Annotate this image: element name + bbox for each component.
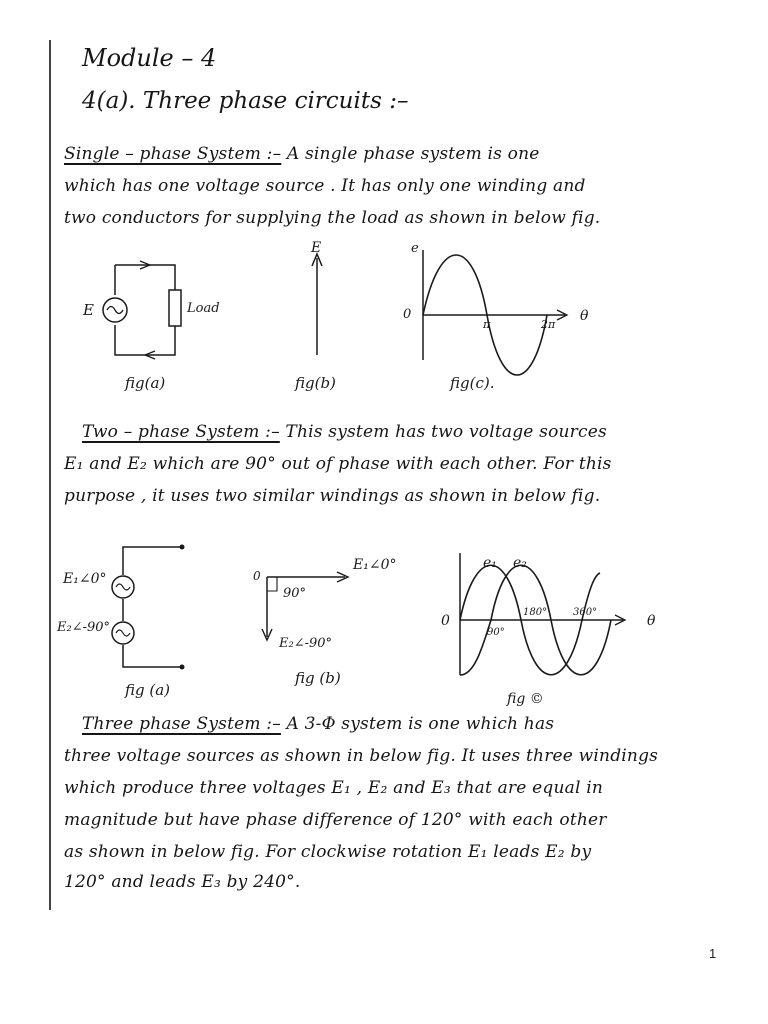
two-phase-fig-b-caption: fig (b)	[295, 669, 341, 687]
two-phase-fig-a-caption: fig (a)	[125, 681, 171, 699]
single-phase-circuit-diagram	[82, 261, 220, 392]
single-phase-line-1	[64, 144, 540, 164]
two-phase-figures	[55, 525, 695, 710]
wave-180-label: 180°	[523, 607, 548, 618]
waveform-e-label: e	[411, 241, 419, 256]
two-phase-waveform	[441, 553, 656, 707]
two-phase-heading: Two – phase System :–	[82, 422, 280, 442]
fig-b-caption: fig(b)	[295, 374, 336, 392]
single-phase-line-3: two conductors for supplying the load as shown in below fig.	[64, 208, 601, 228]
three-phase-line-4: magnitude but have phase difference of 120° with each other	[64, 810, 607, 830]
two-phase-phasor-diagram	[253, 557, 396, 687]
source-e1-label: E₁∠0°	[63, 571, 107, 587]
three-phase-line-6: 120° and leads E₃ by 240°.	[64, 872, 301, 892]
single-phase-figures	[55, 240, 695, 400]
two-phase-line-2: E₁ and E₂ which are 90° out of phase with each other. For this	[64, 454, 612, 474]
waveform-pi-label: π	[483, 318, 491, 331]
three-phase-line-3: which produce three voltages E₁ , E₂ and E₃ that are equal in	[64, 778, 604, 798]
source-label: E	[83, 301, 94, 319]
three-phase-line-2: three voltage sources as shown in below fig. It uses three windings	[64, 746, 659, 766]
three-phase-heading: Three phase System :–	[82, 714, 281, 734]
wave-e2-label: e₂	[513, 555, 527, 571]
two-phase-line-1-text: This system has two voltage sources	[279, 422, 607, 442]
waveform-origin-label: 0	[403, 307, 412, 322]
single-phase-heading: Single – phase System :–	[64, 144, 282, 164]
two-phase-circuit-diagram	[56, 545, 185, 700]
fig-a-caption: fig(a)	[125, 374, 166, 392]
fig-c-caption: fig(c).	[450, 374, 495, 392]
phasor-angle-label: 90°	[283, 586, 307, 601]
wave-360-label: 360°	[573, 607, 598, 618]
single-phase-line-1-text: A single phase system is one	[281, 144, 540, 164]
two-phase-line-1	[82, 422, 607, 442]
three-phase-line-1	[82, 714, 554, 734]
two-phase-line-3: purpose , it uses two similar windings as shown in below fig.	[64, 486, 601, 506]
load-resistor-icon	[169, 290, 181, 326]
wave-e1-label: e₁	[483, 555, 497, 571]
waveform-theta-label: θ	[580, 308, 589, 324]
source-e2-label: E₂∠-90°	[57, 620, 111, 635]
phasor-e2-label: E₂∠-90°	[279, 636, 333, 651]
page-number: 1	[709, 946, 717, 961]
single-phase-waveform	[403, 241, 589, 392]
module-title: Module – 4	[82, 44, 217, 72]
waveform-2pi-label: 2π	[541, 318, 556, 331]
wave-origin-label: 0	[441, 613, 450, 629]
phasor-e1-label: E₁∠0°	[353, 557, 397, 573]
chapter-title: 4(a). Three phase circuits :–	[82, 88, 409, 114]
phasor-origin-label: 0	[253, 569, 261, 583]
wave-90-label: 90°	[487, 627, 505, 638]
wave-theta-label: θ	[647, 613, 656, 629]
three-phase-line-5: as shown in below fig. For clockwise rotation E₁ leads E₂ by	[64, 842, 592, 862]
three-phase-line-1-text: A 3-Φ system is one which has	[280, 714, 555, 734]
page-margin-line	[49, 40, 51, 910]
load-label: Load	[187, 301, 220, 316]
phasor-e-label: E	[311, 240, 322, 256]
single-phase-phasor-diagram	[294, 240, 336, 392]
single-phase-line-2: which has one voltage source . It has only one winding and	[64, 176, 586, 196]
two-phase-fig-c-caption: fig ©	[507, 691, 544, 707]
